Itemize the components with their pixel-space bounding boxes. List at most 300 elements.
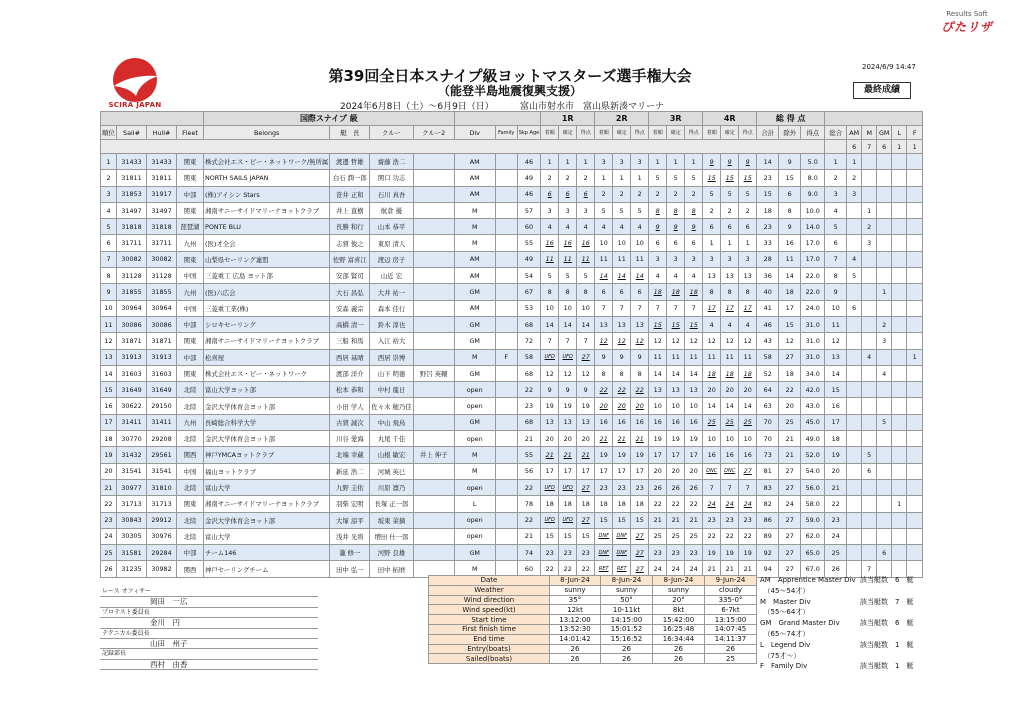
race-info-value: 25 [705,654,757,664]
table-row [101,414,923,430]
race-info-value: 26 [653,654,705,664]
race-info-row [429,654,757,664]
official-name: 岡田 一広 [100,597,318,607]
race-cell: 5 [667,170,685,186]
points-cell: 52.0 [801,447,825,463]
family-cell [495,170,517,186]
race-cell: 11 [559,251,577,267]
race-cell: 15 [739,170,757,186]
rank-ov-cell: 12 [825,333,847,349]
rank-cell: 19 [101,447,117,463]
div-cell: open [454,398,495,414]
hull-cell: 31711 [147,235,177,251]
rank-gm-cell: 6 [877,545,892,561]
header-row-class [101,112,923,126]
family-cell [495,219,517,235]
division-head: 総合 [825,126,847,140]
race-sub-head: 確定 [721,126,739,140]
fleet-cell: 九州 [177,414,204,430]
points-cell: 54.0 [801,463,825,479]
crew-cell: 西居 崇博 [370,349,413,365]
race-cell: 7 [649,300,667,316]
rank-f-cell [907,496,923,512]
rank-ov-cell: 2 [825,170,847,186]
race-cell: DNF [613,545,631,561]
division-item [760,629,940,640]
race-cell: 6 [739,219,757,235]
rank-m-cell: 4 [862,349,877,365]
rank-f-cell [907,365,923,381]
family-cell [495,154,517,170]
race-cell: 19 [559,398,577,414]
rank-am-cell [847,316,862,332]
points-cell: 8.0 [801,170,825,186]
age-cell: 49 [517,251,541,267]
race-sub-head: 確定 [667,126,685,140]
race-cell: 21 [703,561,721,577]
race-cell: 20 [649,463,667,479]
header-blank [101,112,204,126]
total-cell: 81 [757,463,779,479]
race-cell: 22 [613,382,631,398]
race-cell: 18 [739,365,757,381]
race-cell: 26 [667,479,685,495]
hull-cell: 30086 [147,316,177,332]
race-info-row [429,624,757,634]
race-cell: 15 [595,512,613,528]
race-cell: 5 [685,170,703,186]
race-cell: 17 [721,300,739,316]
skipper-cell: 西居 基晴 [330,349,370,365]
crew-cell: 山下 明徳 [370,365,413,381]
race-cell: 18 [577,496,595,512]
crew2-cell [413,235,454,251]
race-cell: 23 [541,545,559,561]
race-cell: 12 [649,333,667,349]
excluded-cell: 27 [779,463,801,479]
family-cell [495,382,517,398]
skipper-cell: 松本 恭和 [330,382,370,398]
total-cell: 94 [757,561,779,577]
table-row [101,528,923,544]
fleet-cell: 北陸 [177,528,204,544]
belongs-cell: 富山大学ヨット部 [204,382,330,398]
race-cell: 14 [559,316,577,332]
race-cell: 4 [631,219,649,235]
points-cell: 49.0 [801,431,825,447]
age-cell: 49 [517,170,541,186]
excluded-cell: 27 [779,561,801,577]
table-row [101,202,923,218]
crew-cell: 河城 英巳 [370,463,413,479]
race-cell: 24 [739,496,757,512]
rank-am-cell: 3 [847,186,862,202]
race-cell: 15 [685,316,703,332]
belongs-cell: (株)アイシン Stars [204,186,330,202]
race-cell: 14 [541,316,559,332]
family-cell [495,268,517,284]
points-cell: 58.0 [801,496,825,512]
race-sub-head: 着順 [649,126,667,140]
race-cell: 22 [541,561,559,577]
age-cell: 72 [517,333,541,349]
race-cell: 25 [739,414,757,430]
race-cell: 1 [667,154,685,170]
race-info-value: 35° [550,595,601,605]
race-cell: 22 [595,382,613,398]
rank-m-cell [862,398,877,414]
fleet-cell: 北陸 [177,479,204,495]
race-info-value: 26 [601,654,653,664]
rank-l-cell [892,251,907,267]
crew-cell: 川原 凛乃 [370,479,413,495]
race-info-value: 14:11:37 [705,634,757,644]
race-cell: 11 [667,349,685,365]
skipper-cell: 浅井 光将 [330,528,370,544]
race-info-label: First finish time [429,624,550,634]
rank-gm-cell [877,219,892,235]
race-info-value: 15:01:52 [601,624,653,634]
division-count: 1 [907,140,923,154]
crew2-cell [413,268,454,284]
race-info-value: 6-7kt [705,605,757,615]
race-cell: 18 [685,284,703,300]
race-cell: 20 [703,382,721,398]
belongs-cell: 富山大学 [204,479,330,495]
sail-cell: 31853 [117,186,147,202]
family-cell [495,479,517,495]
rank-l-cell [892,528,907,544]
race-cell: 1 [595,170,613,186]
rank-f-cell [907,333,923,349]
age-cell: 68 [517,365,541,381]
fleet-cell: 関東 [177,333,204,349]
rank-ov-cell: 6 [825,235,847,251]
family-cell [495,316,517,332]
race-cell: 5 [577,268,595,284]
fleet-cell: 関東 [177,154,204,170]
div-cell: GM [454,333,495,349]
race-cell: 12 [721,333,739,349]
rank-cell: 6 [101,235,117,251]
rank-gm-cell [877,431,892,447]
rank-cell: 17 [101,414,117,430]
rank-ov-cell: 14 [825,365,847,381]
race-info-value: cloudy [705,585,757,595]
sail-cell: 31581 [117,545,147,561]
race-cell: 2 [703,202,721,218]
crew-cell: 渡辺 房子 [370,251,413,267]
race-cell: 20 [685,463,703,479]
race-info-label: Entry(boats) [429,644,550,654]
race-cell: 4 [595,219,613,235]
family-cell [495,528,517,544]
div-cell: M [454,349,495,365]
division-item [760,597,940,608]
race-info-value: 335-0° [705,595,757,605]
rank-f-cell [907,170,923,186]
rank-cell: 4 [101,202,117,218]
excluded-cell: 20 [779,398,801,414]
race-info-value: 9-Jun-24 [705,576,757,586]
race-cell: 12 [541,365,559,381]
race-info-value: 50° [601,595,653,605]
rank-l-cell [892,479,907,495]
race-cell: 9 [613,349,631,365]
division-count: 1 [892,140,907,154]
race-cell: 20 [721,382,739,398]
hull-cell: 31541 [147,463,177,479]
race-info-row [429,605,757,615]
family-cell [495,300,517,316]
division-item [760,640,940,651]
rank-l-cell [892,447,907,463]
race-cell: 11 [541,251,559,267]
rank-m-cell [862,545,877,561]
division-text: M Master Div [760,597,811,606]
rank-m-cell [862,414,877,430]
rank-l-cell [892,316,907,332]
hull-cell: 31810 [147,479,177,495]
sail-cell: 31411 [117,414,147,430]
division-item [760,661,940,672]
belongs-cell: 金沢大学体育会ヨット部 [204,512,330,528]
division-text: （75才～） [760,651,801,660]
rank-am-cell [847,496,862,512]
rank-ov-cell: 13 [825,349,847,365]
points-cell: 62.0 [801,528,825,544]
race-cell: 6 [577,186,595,202]
rank-m-cell: 7 [862,561,877,577]
family-cell [495,333,517,349]
hull-cell: 31649 [147,382,177,398]
table-row [101,447,923,463]
race-cell: 22 [577,561,595,577]
rank-am-cell [847,398,862,414]
race-cell: 12 [559,365,577,381]
crew2-cell [413,349,454,365]
fleet-cell: 中部 [177,349,204,365]
total-cell: 40 [757,284,779,300]
hull-cell: 29284 [147,545,177,561]
race-cell: 10 [667,398,685,414]
race-cell: DNF [595,528,613,544]
rank-am-cell: 1 [847,154,862,170]
skipper-cell: 白石 潤一郎 [330,170,370,186]
race-cell: 14 [667,365,685,381]
hull-cell: 31913 [147,349,177,365]
rank-cell: 7 [101,251,117,267]
race-cell: 24 [703,496,721,512]
race-cell: 15 [613,512,631,528]
division-legend [760,575,940,672]
race-cell: 15 [721,170,739,186]
race-cell: 22 [631,382,649,398]
div-cell: GM [454,545,495,561]
rank-m-cell [862,154,877,170]
race-info-row [429,595,757,605]
age-cell: 60 [517,561,541,577]
race-sub-head: 着順 [595,126,613,140]
division-text: （45～54才） [760,586,810,595]
skipper-cell: 高橋 清一 [330,316,370,332]
age-cell: 58 [517,349,541,365]
rank-ov-cell: 1 [825,154,847,170]
total-cell: 46 [757,316,779,332]
race-cell: 17 [667,447,685,463]
rank-gm-cell: 4 [877,365,892,381]
rank-am-cell: 2 [847,170,862,186]
race-cell: 20 [577,431,595,447]
excluded-cell: 18 [779,365,801,381]
sail-cell: 30086 [117,316,147,332]
race-cell: 1 [739,235,757,251]
div-cell: open [454,382,495,398]
crew-cell: 山根 敏宏 [370,447,413,463]
rank-am-cell [847,235,862,251]
sail-cell: 30770 [117,431,147,447]
race-cell: 25 [685,528,703,544]
family-cell [495,447,517,463]
crew-cell: 入江 裕大 [370,333,413,349]
rank-cell: 8 [101,268,117,284]
excluded-cell: 17 [779,300,801,316]
race-cell: 12 [667,333,685,349]
race-cell: 8 [739,284,757,300]
race-cell: 13 [577,414,595,430]
table-row [101,545,923,561]
points-cell: 31.0 [801,316,825,332]
excluded-cell: 21 [779,447,801,463]
rank-cell: 24 [101,528,117,544]
race-cell: 14 [739,398,757,414]
family-cell [495,431,517,447]
race-cell: 11 [703,349,721,365]
race-cell: 10 [595,235,613,251]
fleet-cell: 北陸 [177,382,204,398]
race-cell: 19 [667,431,685,447]
race-cell: 2 [667,186,685,202]
rank-cell: 16 [101,398,117,414]
rank-gm-cell [877,251,892,267]
race-info-value: 26 [550,644,601,654]
rank-am-cell [847,463,862,479]
hull-cell: 29208 [147,431,177,447]
skipper-cell: 安森 義宗 [330,300,370,316]
race-cell: 14 [649,365,667,381]
race-cell: 21 [559,447,577,463]
rank-l-cell [892,186,907,202]
race-cell: 13 [595,316,613,332]
table-row [101,251,923,267]
race-cell: 8 [721,284,739,300]
rank-cell: 15 [101,382,117,398]
race-cell: 27 [577,349,595,365]
race-cell: 24 [667,561,685,577]
race-cell: 13 [667,382,685,398]
skipper-cell: 瀧 修一 [330,545,370,561]
crew2-cell [413,545,454,561]
race-cell: 7 [595,300,613,316]
excluded-cell: 6 [779,186,801,202]
division-count: 該当艇数 1 艇 [860,662,914,671]
race-cell: 20 [667,463,685,479]
race-cell: 14 [613,268,631,284]
age-cell: 23 [517,398,541,414]
crew-cell: 齋藤 浩二 [370,154,413,170]
race-info-row [429,615,757,625]
belongs-cell: 金沢大学体育会ヨット部 [204,431,330,447]
division-item [760,575,940,586]
race-cell: UFD [541,479,559,495]
class-label: 国際スナイプ 級 [204,112,455,126]
crew2-cell [413,512,454,528]
page-subtitle: （能登半島地震復興支援） [437,84,582,98]
sail-cell: 30843 [117,512,147,528]
col-head: 順位 [101,126,117,140]
race-cell: 1 [541,154,559,170]
race-cell: 20 [613,398,631,414]
race-cell: 23 [685,545,703,561]
race-cell: 8 [631,365,649,381]
excluded-cell: 8 [779,202,801,218]
race-info-value: 26 [601,644,653,654]
family-cell [495,512,517,528]
race-info-table [428,575,757,664]
div-cell: AM [454,268,495,284]
division-text: （65～74才） [760,629,810,638]
rank-am-cell [847,219,862,235]
total-cell: 28 [757,251,779,267]
rank-am-cell [847,447,862,463]
race-cell: DNC [721,463,739,479]
hull-cell: 31811 [147,170,177,186]
belongs-cell: 山梨県セーリング連盟 [204,251,330,267]
race-cell: 17 [559,463,577,479]
points-cell: 14.0 [801,219,825,235]
rank-ov-cell: 9 [825,284,847,300]
sum-sub-head: 合計 [757,126,779,140]
race-head-1: 1R [541,112,595,126]
table-row [101,431,923,447]
race-cell: 14 [631,268,649,284]
sail-cell: 30622 [117,398,147,414]
rank-l-cell [892,414,907,430]
rank-l-cell [892,268,907,284]
crew-cell: 関口 功志 [370,170,413,186]
rank-gm-cell [877,463,892,479]
table-row [101,349,923,365]
table-row [101,219,923,235]
rank-f-cell [907,268,923,284]
race-cell: 10 [613,235,631,251]
hull-cell: 31855 [147,284,177,300]
rank-l-cell [892,512,907,528]
sail-cell: 31711 [117,235,147,251]
rank-cell: 25 [101,545,117,561]
race-cell: 16 [721,447,739,463]
total-cell: 36 [757,268,779,284]
race-cell: 2 [541,170,559,186]
div-cell: L [454,496,495,512]
skipper-cell: 九野 圭佑 [330,479,370,495]
race-cell: 2 [721,202,739,218]
crew2-cell [413,382,454,398]
rank-cell: 20 [101,463,117,479]
rank-l-cell [892,170,907,186]
fleet-cell: 琵琶湖 [177,219,204,235]
race-cell: 3 [721,251,739,267]
